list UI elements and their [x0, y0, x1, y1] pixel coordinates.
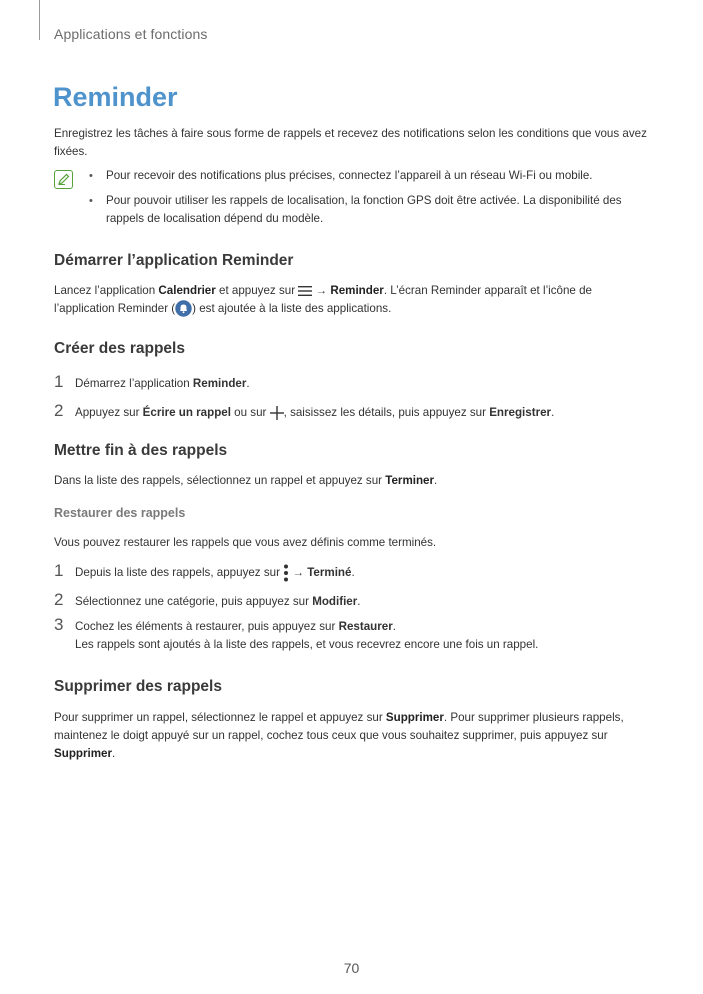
- create-step-1: Démarrez l’application Reminder.: [75, 377, 250, 390]
- page-number: 70: [343, 960, 360, 976]
- delete-paragraph: Pour supprimer un rappel, sélectionnez le rappel et appuyez sur Supprimer. Pour supprimer plusieurs rappels, maintenez le doigt appuyé sur un rappel, cochez tous ceux que vous souhaitez supprimer, puis appuyez sur Supprimer.: [54, 711, 624, 760]
- restore-step-2: Sélectionnez une catégorie, puis appuyez sur Modifier.: [75, 595, 361, 608]
- create-step-2: Appuyez sur Écrire un rappel ou sur , saisissez les détails, puis appuyez sur Enregistrer.: [75, 406, 555, 419]
- plus-icon: [270, 406, 284, 420]
- section-header: Applications et fonctions: [54, 26, 208, 42]
- finish-paragraph: Dans la liste des rappels, sélectionnez un rappel et appuyez sur Terminer.: [54, 474, 438, 487]
- restore-step-3: Cochez les éléments à restaurer, puis appuyez sur Restaurer. Les rappels sont ajoutés à la liste des rappels, et vous recevrez encore une fois un rappel.: [75, 620, 539, 651]
- bullet-dot: •: [89, 195, 93, 207]
- heading-create-reminders: Créer des rappels: [54, 340, 185, 357]
- menu-icon: [298, 285, 312, 297]
- restore-intro: Vous pouvez restaurer les rappels que vous avez définis comme terminés.: [54, 536, 437, 549]
- note-bullet-1: Pour recevoir des notifications plus précises, connectez l’appareil à un réseau Wi-Fi ou mobile.: [106, 169, 593, 182]
- restore-step-3-result: Les rappels sont ajoutés à la liste des rappels, et vous recevrez encore une fois un rappel.: [75, 638, 539, 651]
- step-number: 1: [54, 561, 64, 580]
- heading-start-reminder: Démarrer l’application Reminder: [54, 252, 294, 269]
- step-number: 2: [54, 401, 64, 420]
- heading-restore-reminders: Restaurer des rappels: [54, 506, 186, 520]
- step-number: 2: [54, 590, 64, 609]
- header-divider: [39, 0, 40, 40]
- start-paragraph: Lancez l’application Calendrier et appuyez sur → Reminder. L’écran Reminder apparaît et l’icône de l’application Reminder ( ) est ajoutée à la liste des applications.: [54, 282, 654, 318]
- note-bullet-2: Pour pouvoir utiliser les rappels de localisation, la fonction GPS doit être activée. La disponibilité des rappels de localisation dépend du modèle.: [106, 194, 622, 225]
- heading-delete-reminders: Supprimer des rappels: [54, 678, 222, 695]
- step-number: 3: [54, 615, 64, 634]
- intro-paragraph: Enregistrez les tâches à faire sous forme de rappels et recevez des notifications selon les conditions que vous avez fixées.: [54, 127, 647, 158]
- heading-finish-reminders: Mettre fin à des rappels: [54, 442, 228, 459]
- restore-step-1: Depuis la liste des rappels, appuyez sur → Terminé.: [75, 564, 655, 582]
- bullet-dot: •: [89, 170, 93, 182]
- step-number: 1: [54, 372, 64, 391]
- note-pencil-icon: [54, 170, 73, 189]
- more-options-icon: [283, 564, 289, 582]
- page-title: Reminder: [53, 82, 178, 112]
- reminder-app-icon: [175, 300, 192, 317]
